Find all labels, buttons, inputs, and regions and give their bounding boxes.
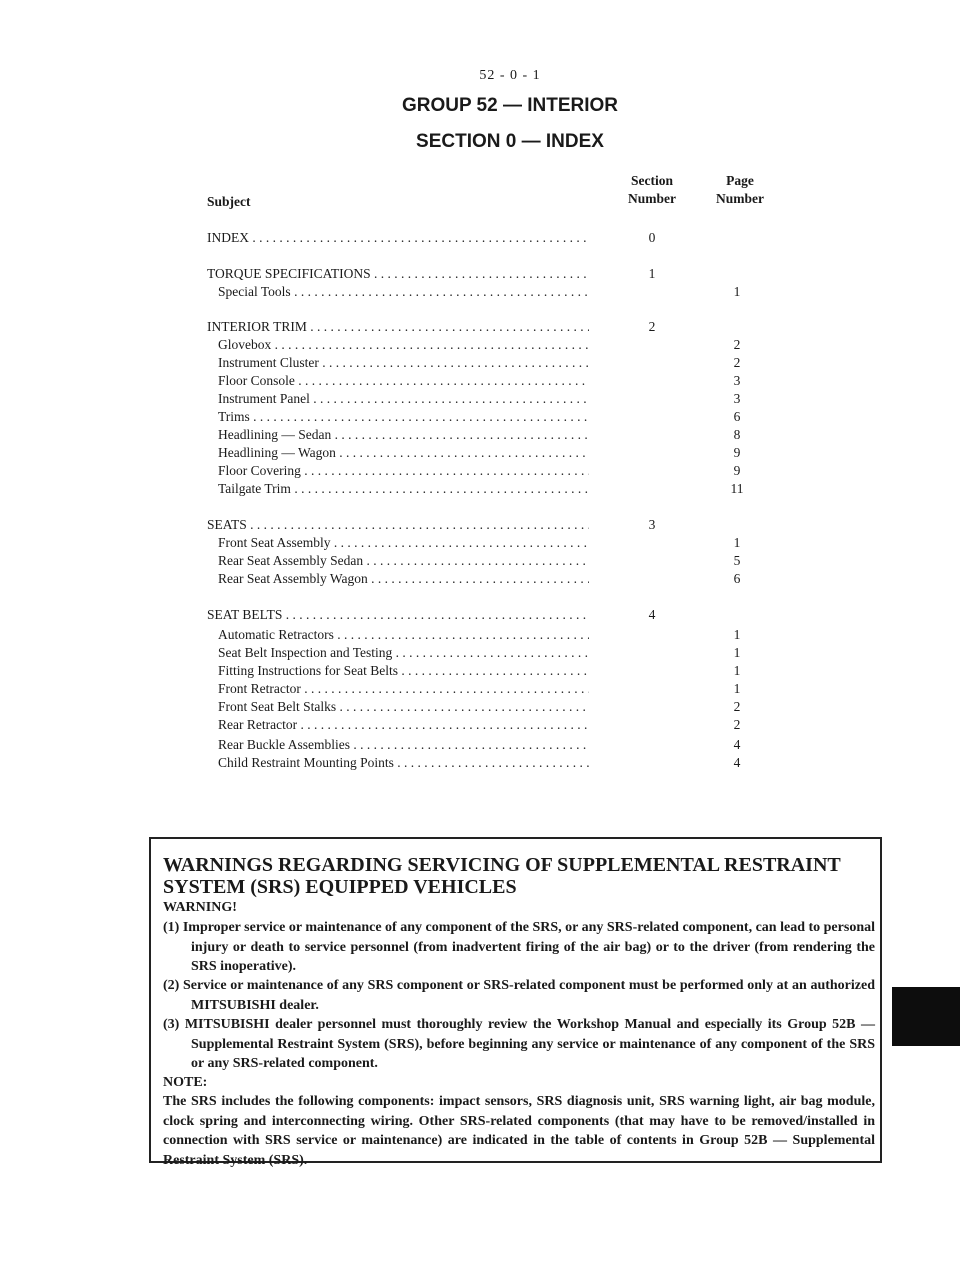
toc-entry: Floor Console . . . [218,372,589,390]
toc-row-automatic-retractors[interactable] [207,626,787,644]
toc-row-floor-console[interactable] [207,372,787,390]
toc-entry: Front Seat Belt Stalks . . . [218,698,589,716]
toc-entry: Glovebox . . . [218,336,589,354]
toc-row-trims[interactable] [207,408,787,426]
toc-entry: Headlining — Wagon . . . [218,444,589,462]
subject-column-header: Subject [207,194,251,209]
toc-page-number: 8 [733,427,741,442]
toc-row-index[interactable] [207,229,787,247]
toc-entry: Instrument Panel . . . [218,390,589,408]
toc-row-rear-seat-assembly-wagon[interactable] [207,570,787,588]
section-header-line1: Section [631,173,673,188]
toc-entry: TORQUE SPECIFICATIONS . . . [207,265,589,283]
toc-row-fitting-instructions[interactable] [207,662,787,680]
toc-row-seats[interactable] [207,516,787,534]
toc-page-number: 1 [733,645,741,660]
toc-page-number: 4 [733,755,741,770]
toc-section-number: 1 [648,266,656,281]
srs-warning-box [149,837,882,1168]
toc-row-front-retractor[interactable] [207,680,787,698]
section-header-line2: Number [628,191,676,206]
toc-page-number: 11 [730,481,744,496]
toc-page-number: 3 [733,391,741,406]
toc-page-number: 1 [733,681,741,696]
group-title: GROUP 52 — INTERIOR [401,95,619,116]
toc-section-number: 4 [648,607,656,622]
toc-entry: Automatic Retractors . . . [218,626,589,644]
toc-row-headlining-sedan[interactable] [207,426,787,444]
toc-page-number: 2 [733,337,741,352]
page-number: 52 - 0 - 1 [479,68,541,83]
toc-row-glovebox[interactable] [207,336,787,354]
toc-row-seat-belts[interactable] [207,606,787,624]
note-text: The SRS includes the following components: impact sensors, SRS diagnosis unit, SRS warning light, air bag module, clock spring and interconnecting wiring. Other SRS-related components (that may have to be removed/installed in connection with SRS service or maintenance) are indicated in the table of contents in Group 52B — Supplemental Restraint System (SRS). [163,1094,875,1168]
toc-row-front-seat-belt-stalks[interactable] [207,698,787,716]
warning-item-1: (1) Improper service or maintenance of any component of the SRS, or any SRS-related component, can lead to personal injury or death to service personnel (from inadvertent firing of the air bag) or to the driver (from rendering the SRS inoperative). [163,920,875,974]
toc-entry: Special Tools . . . [218,283,589,301]
toc-entry: Seat Belt Inspection and Testing . . . [218,644,589,662]
toc-row-instrument-panel[interactable] [207,390,787,408]
toc-row-rear-retractor[interactable] [207,716,787,734]
toc-section-number: 2 [648,319,656,334]
section-tab-marker [892,987,960,1046]
toc-row-front-seat-assembly[interactable] [207,534,787,552]
toc-page-number: 1 [733,627,741,642]
toc-entry: Rear Seat Assembly Sedan . . . [218,552,589,570]
toc-entry: Fitting Instructions for Seat Belts . . . [218,662,589,680]
toc-row-rear-buckle-assemblies[interactable] [207,736,787,754]
toc-entry: Rear Seat Assembly Wagon . . . [218,570,589,588]
toc-entry: SEATS . . . [207,516,589,534]
warning-title: WARNINGS REGARDING SERVICING OF SUPPLEMENTAL RESTRAINT SYSTEM (SRS) EQUIPPED VEHICLES [163,854,841,898]
toc-page-number: 9 [733,445,741,460]
toc-row-rear-seat-assembly-sedan[interactable] [207,552,787,570]
toc-page-number: 9 [733,463,741,478]
warning-label: WARNING! [163,900,237,915]
note-label: NOTE: [163,1075,208,1090]
toc-entry: SEAT BELTS . . . [207,606,589,624]
toc-entry: Front Seat Assembly . . . [218,534,589,552]
toc-entry: Child Restraint Mounting Points . . . [218,754,589,772]
toc-page-number: 6 [733,571,741,586]
section-title: SECTION 0 — INDEX [416,131,604,152]
toc-entry: Rear Retractor . . . [218,716,589,734]
toc-entry: Rear Buckle Assemblies . . . [218,736,589,754]
toc-row-interior-trim[interactable] [207,318,787,336]
toc-row-floor-covering[interactable] [207,462,787,480]
toc-row-torque-specifications[interactable] [207,265,787,283]
warning-item-3: (3) MITSUBISHI dealer personnel must thoroughly review the Workshop Manual and especially its Group 52B — Supplemental Restraint System (SRS), before beginning any service or maintenance of any component of the SRS or any SRS-related component. [163,1017,875,1071]
toc-page-number: 1 [733,284,741,299]
toc-entry: Instrument Cluster . . . [218,354,589,372]
page-header-line1: Page [726,173,754,188]
toc-page-number: 1 [733,663,741,678]
toc-entry: Trims . . . [218,408,589,426]
toc-row-child-restraint[interactable] [207,754,787,772]
toc-entry: Floor Covering . . . [218,462,589,480]
toc-row-seat-belt-inspection[interactable] [207,644,787,662]
toc-section-number: 3 [648,517,656,532]
toc-row-special-tools[interactable] [207,283,787,301]
toc-entry: Front Retractor . . . [218,680,589,698]
toc-page-number: 1 [733,535,741,550]
toc-row-headlining-wagon[interactable] [207,444,787,462]
toc-row-instrument-cluster[interactable] [207,354,787,372]
page-header-line2: Number [716,191,764,206]
toc-page-number: 2 [733,717,741,732]
warning-item-2: (2) Service or maintenance of any SRS component or SRS-related component must be performed only at an authorized MITSUBISHI dealer. [163,978,875,1013]
toc-page-number: 2 [733,355,741,370]
toc-entry: Headlining — Sedan . . . [218,426,589,444]
toc-page-number: 5 [733,553,741,568]
toc-entry: Tailgate Trim . . . [218,480,589,498]
toc-entry: INDEX . . . [207,229,589,247]
toc-section-number: 0 [648,230,656,245]
toc-page-number: 6 [733,409,741,424]
toc-row-tailgate-trim[interactable] [207,480,787,498]
toc-page-number: 3 [733,373,741,388]
toc-entry: INTERIOR TRIM . . . [207,318,589,336]
toc-page-number: 4 [733,737,741,752]
toc-page-number: 2 [733,699,741,714]
